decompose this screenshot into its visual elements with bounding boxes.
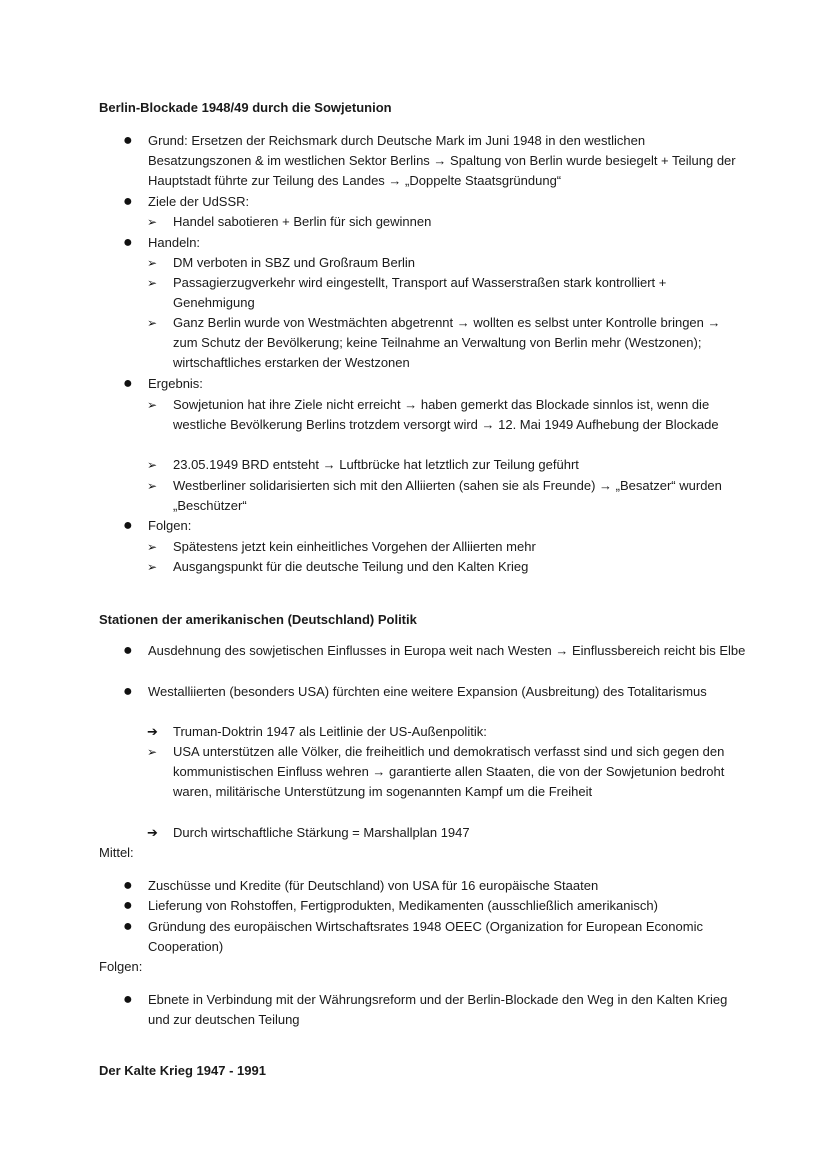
- section-heading-berlin-blockade: Berlin-Blockade 1948/49 durch die Sowjetunion: [99, 100, 392, 115]
- list-item: [123, 516, 748, 536]
- bullet-marker: ●: [123, 517, 133, 534]
- list-item: [147, 537, 743, 557]
- list-item: [147, 742, 743, 802]
- bullet-marker: ●: [123, 991, 133, 1008]
- list-item: [123, 192, 748, 212]
- arrow-bullet-marker: ➢: [147, 316, 158, 330]
- list-item: [147, 395, 743, 435]
- list-item: [147, 273, 743, 313]
- list-item: [147, 722, 743, 742]
- label-folgen: Folgen:: [99, 959, 143, 974]
- arrow-bullet-marker: ➢: [147, 256, 158, 270]
- list-item-text: Durch wirtschaftliche Stärkung = Marshallplan 1947: [173, 825, 470, 840]
- arrow-bullet-marker: ➢: [147, 479, 158, 493]
- arrow-bullet-marker: ➢: [147, 276, 158, 290]
- list-item-text: Ausgangspunkt für die deutsche Teilung und den Kalten Krieg: [173, 559, 529, 574]
- bullet-marker: ●: [123, 897, 133, 914]
- bullet-marker: ●: [123, 132, 133, 149]
- list-item: [123, 641, 748, 661]
- list-item: [147, 313, 743, 373]
- list-item: [147, 823, 743, 843]
- list-item: [123, 896, 748, 916]
- list-item-text: Grund: Ersetzen der Reichsmark durch Deutsche Mark im Juni 1948 in den westlichen Besatzungszonen & im westlichen Sektor Berlins → Spaltung von Berlin wurde besiegelt + Teilung der Hauptstadt führte zur Teilung des Landes → „Doppelte Staatsgründung“: [148, 133, 736, 188]
- bullet-marker: ●: [123, 375, 133, 392]
- bullet-marker: ●: [123, 642, 133, 659]
- list-item-text: Gründung des europäischen Wirtschaftsrates 1948 OEEC (Organization for European Economic Cooperation): [148, 919, 703, 954]
- list-item-text: Ziele der UdSSR:: [148, 194, 250, 209]
- list-item: [147, 253, 743, 273]
- list-item: [123, 682, 748, 702]
- list-item-text: Zuschüsse und Kredite (für Deutschland) von USA für 16 europäische Staaten: [148, 878, 599, 893]
- list-item-text: DM verboten in SBZ und Großraum Berlin: [173, 255, 416, 270]
- list-item-text: Handel sabotieren + Berlin für sich gewinnen: [173, 214, 432, 229]
- bold-arrow-marker: ➔: [147, 825, 158, 840]
- list-item: [123, 917, 748, 957]
- bullet-marker: ●: [123, 877, 133, 894]
- bullet-marker: ●: [123, 683, 133, 700]
- list-item: [123, 990, 748, 1030]
- arrow-bullet-marker: ➢: [147, 540, 158, 554]
- list-item: [147, 557, 743, 577]
- list-item: [123, 876, 748, 896]
- arrow-bullet-marker: ➢: [147, 398, 158, 412]
- arrow-bullet-marker: ➢: [147, 215, 158, 229]
- list-item-text: Passagierzugverkehr wird eingestellt, Transport auf Wasserstraßen stark kontrolliert + Genehmigung: [173, 275, 667, 310]
- section-heading-kalter-krieg: Der Kalte Krieg 1947 - 1991: [99, 1063, 266, 1078]
- arrow-bullet-marker: ➢: [147, 458, 158, 472]
- list-item-text: Truman-Doktrin 1947 als Leitlinie der US-Außenpolitik:: [173, 724, 487, 739]
- list-item: [123, 131, 748, 191]
- list-item: [147, 455, 743, 475]
- list-item-text: Spätestens jetzt kein einheitliches Vorgehen der Alliierten mehr: [173, 539, 536, 554]
- arrow-bullet-marker: ➢: [147, 745, 158, 759]
- list-item-text: Westalliierten (besonders USA) fürchten eine weitere Expansion (Ausbreitung) des Totalitarismus: [148, 684, 707, 699]
- list-item: [147, 212, 743, 232]
- list-item-text: Handeln:: [148, 235, 201, 250]
- list-item: [147, 476, 743, 516]
- list-item: [123, 374, 748, 394]
- bullet-marker: ●: [123, 193, 133, 210]
- list-item-text: Sowjetunion hat ihre Ziele nicht erreicht → haben gemerkt das Blockade sinnlos ist, wenn die westliche Bevölkerung Berlins trotzdem versorgt wird → 12. Mai 1949 Aufhebung der Blockade: [173, 397, 719, 432]
- bold-arrow-marker: ➔: [147, 724, 158, 739]
- list-item-text: Ergebnis:: [148, 376, 203, 391]
- list-item-text: Westberliner solidarisierten sich mit den Alliierten (sahen sie als Freunde) → „Besatzer“ wurden „Beschützer“: [173, 478, 722, 513]
- list-item-text: Ebnete in Verbindung mit der Währungsreform und der Berlin-Blockade den Weg in den Kalten Krieg und zur deutschen Teilung: [148, 992, 728, 1027]
- list-item-text: 23.05.1949 BRD entsteht → Luftbrücke hat letztlich zur Teilung geführt: [173, 457, 579, 472]
- list-item-text: USA unterstützen alle Völker, die freiheitlich und demokratisch verfasst sind und sich gegen den kommunistischen Einfluss wehren → garantierte allen Staaten, die von der Sowjetunion bedroht waren, militärische Unterstützung im sogenannten Kampf um die Freiheit: [173, 744, 725, 799]
- bullet-marker: ●: [123, 234, 133, 251]
- list-item-text: Ganz Berlin wurde von Westmächten abgetrennt → wollten es selbst unter Kontrolle bringen → zum Schutz der Bevölkerung; keine Teilnahme an Verwaltung von Berlin mehr (Westzonen); wirtschaftliches erstarken der Westzonen: [173, 315, 721, 370]
- arrow-bullet-marker: ➢: [147, 560, 158, 574]
- label-mittel: Mittel:: [99, 845, 134, 860]
- list-item-text: Folgen:: [148, 518, 192, 533]
- list-item-text: Lieferung von Rohstoffen, Fertigprodukten, Medikamenten (ausschließlich amerikanisch): [148, 898, 658, 913]
- bullet-marker: ●: [123, 918, 133, 935]
- section-heading-us-politik: Stationen der amerikanischen (Deutschland) Politik: [99, 612, 417, 627]
- list-item: [123, 233, 748, 253]
- list-item-text: Ausdehnung des sowjetischen Einflusses in Europa weit nach Westen → Einflussbereich reicht bis Elbe: [148, 643, 746, 658]
